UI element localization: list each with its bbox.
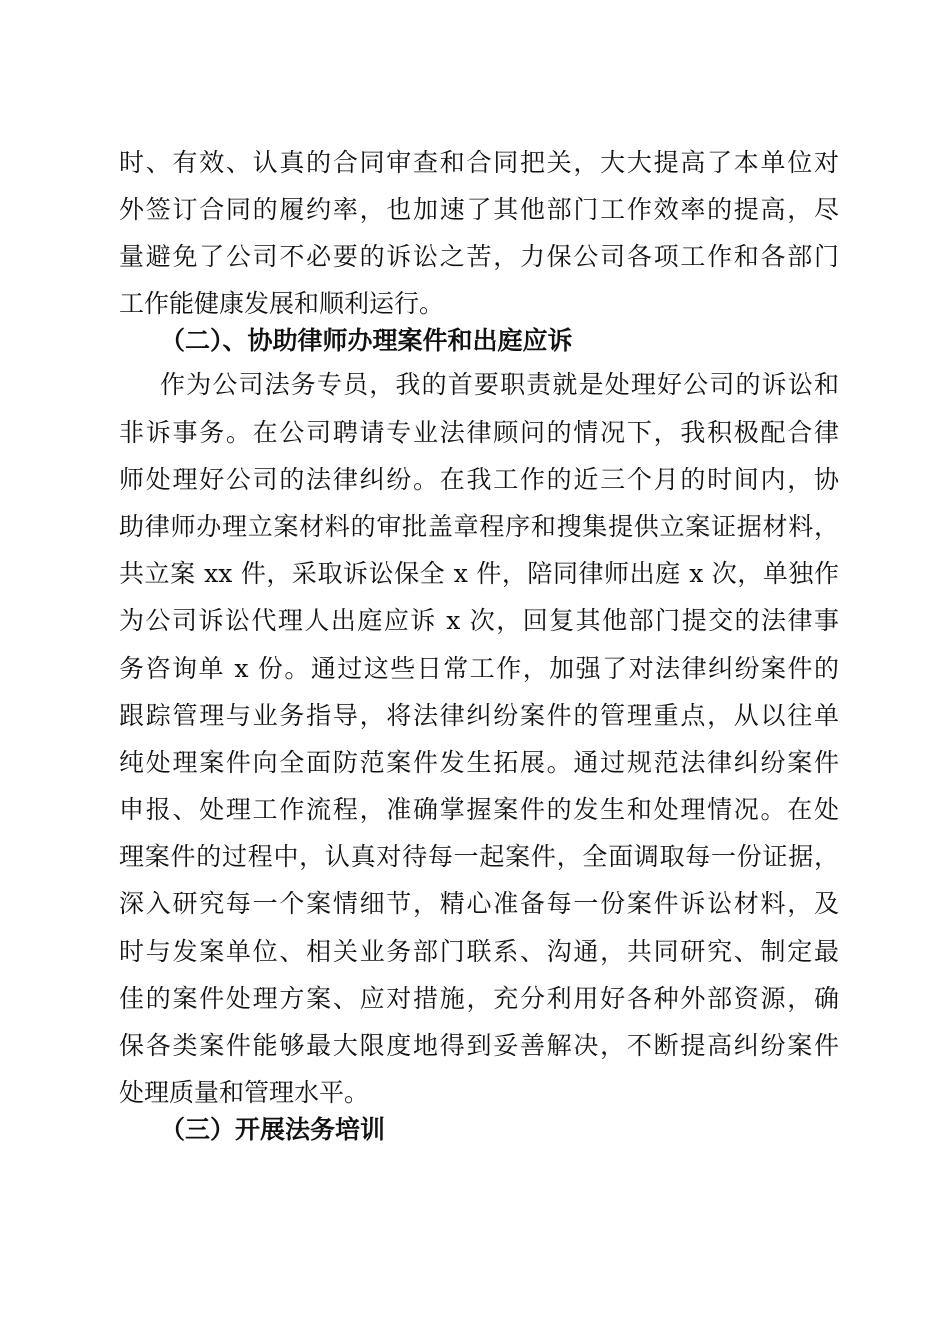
paragraph-line: 量避免了公司不必要的诉讼之苦，力保公司各项工作和各部门 bbox=[119, 242, 839, 271]
paragraph-line: 师处理好公司的法律纠纷。在我工作的近三个月的时间内，协 bbox=[119, 465, 839, 494]
paragraph-line: 非诉事务。在公司聘请专业法律顾问的情况下，我积极配合律 bbox=[119, 418, 839, 447]
paragraph-line: 工作能健康发展和顺利运行。 bbox=[119, 289, 445, 318]
paragraph-line: 助律师办理立案材料的审批盖章程序和搜集提供立案证据材料， bbox=[119, 512, 839, 541]
paragraph-line: 保各类案件能够最大限度地得到妥善解决，不断提高纠纷案件 bbox=[119, 1031, 839, 1060]
section-heading-2: （二）、协助律师办理案件和出庭应诉 bbox=[160, 326, 573, 355]
paragraph-line: 佳的案件处理方案、应对措施，充分利用好各种外部资源，确 bbox=[119, 984, 839, 1013]
paragraph-line: 时与发案单位、相关业务部门联系、沟通，共同研究、制定最 bbox=[119, 937, 839, 966]
paragraph-line: 为公司诉讼代理人出庭应诉 x 次，回复其他部门提交的法律事 bbox=[119, 606, 839, 635]
paragraph-line: 申报、处理工作流程，准确掌握案件的发生和处理情况。在处 bbox=[119, 795, 839, 824]
paragraph-line: 务咨询单 x 份。通过这些日常工作，加强了对法律纠纷案件的 bbox=[119, 654, 839, 683]
paragraph-line: 外签订合同的履约率，也加速了其他部门工作效率的提高，尽 bbox=[119, 195, 839, 224]
paragraph-line: 处理质量和管理水平。 bbox=[119, 1078, 370, 1107]
section-heading-3: （三）开展法务培训 bbox=[160, 1115, 386, 1144]
paragraph-line: 深入研究每一个案情细节，精心准备每一份案件诉讼材料，及 bbox=[119, 889, 839, 918]
paragraph-line: 共立案 xx 件，采取诉讼保全 x 件，陪同律师出庭 x 次，单独作 bbox=[119, 559, 839, 588]
paragraph-line: 时、有效、认真的合同审查和合同把关，大大提高了本单位对 bbox=[119, 148, 839, 177]
paragraph-line: 纯处理案件向全面防范案件发生拓展。通过规范法律纠纷案件 bbox=[119, 748, 839, 777]
paragraph-line: 作为公司法务专员，我的首要职责就是处理好公司的诉讼和 bbox=[160, 370, 839, 399]
paragraph-line: 跟踪管理与业务指导，将法律纠纷案件的管理重点，从以往单 bbox=[119, 701, 839, 730]
paragraph-line: 理案件的过程中，认真对待每一起案件，全面调取每一份证据， bbox=[119, 842, 839, 871]
